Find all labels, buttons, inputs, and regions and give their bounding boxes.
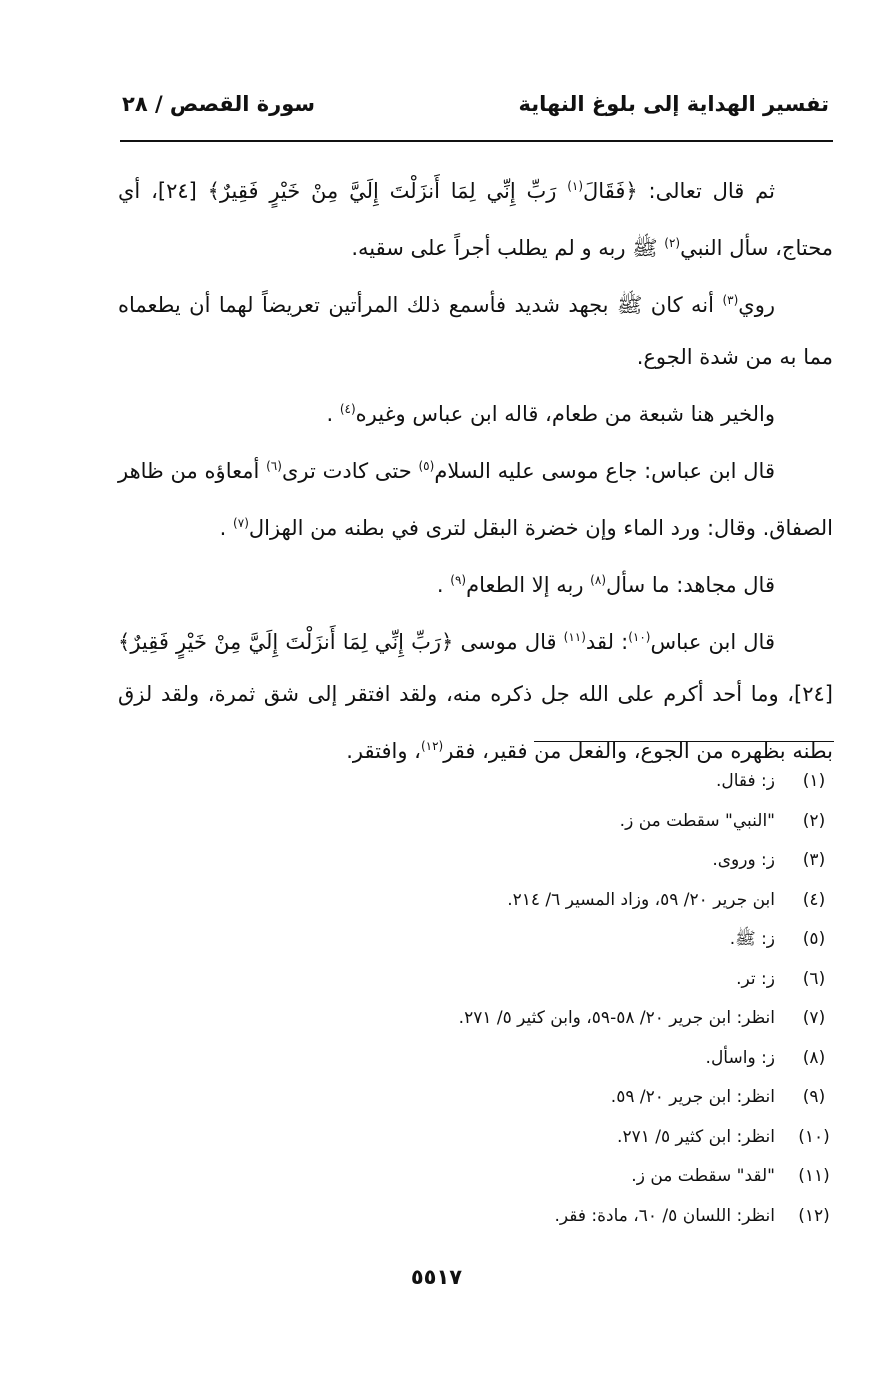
text-span: ثم قال تعالى: ﴿ xyxy=(625,179,775,203)
footnote-text: انظر: اللسان ٥/ ٦٠، مادة: فقر. xyxy=(554,1205,775,1226)
footnote-number: (٤) xyxy=(802,889,826,910)
footnote-item xyxy=(137,920,837,960)
footnote-ref-7[interactable]: (٧) xyxy=(233,516,249,530)
paragraph-6 xyxy=(118,611,833,777)
footnote-item xyxy=(137,881,837,921)
paragraph-5 xyxy=(118,554,833,611)
footnote-item xyxy=(137,1157,837,1197)
footnote-text: ز: تر. xyxy=(736,968,775,989)
footnote-number: (٣) xyxy=(802,850,826,870)
text-span: . xyxy=(436,573,444,597)
footnote-ref-10[interactable]: (١٠) xyxy=(628,630,651,644)
footnote-number: (١١) xyxy=(798,1166,830,1186)
footnote-number: (٦) xyxy=(802,968,826,989)
footnote-ref-5[interactable]: (٥) xyxy=(418,459,435,473)
text-span: : لقد xyxy=(585,630,629,654)
footnote-text: "النبي" سقطت من ز. xyxy=(619,810,775,831)
footnote-item xyxy=(137,1078,837,1118)
running-header-book-title: تفسير الهداية إلى بلوغ النهاية xyxy=(518,92,829,116)
text-span: ﴾ [٢٤]، وما أحد أكرم على الله جل ذكره منه، ولقد افتقر إلى شق ثمرة، ولقد لزق بطنه بظهره من الجوع، والفعل من فقير، فقر xyxy=(118,630,833,763)
footnote-text: "لقد" سقطت من ز. xyxy=(631,1166,775,1186)
quran-verse: رَبِّ إِنِّي لِمَا أَنزَلْتَ إِلَيَّ مِنْ خَيْرٍ فَقِيرٌ xyxy=(219,179,557,203)
footnote-ref-12[interactable]: (١٢) xyxy=(420,739,444,753)
footnote-ref-3[interactable]: (٣) xyxy=(722,293,739,307)
footnote-number: (٢) xyxy=(802,810,826,831)
text-span: قال ابن عباس: جاع موسى عليه السلام xyxy=(434,459,775,483)
footnote-number: (١٢) xyxy=(798,1205,830,1226)
footnote-ref-9[interactable]: (٩) xyxy=(450,573,467,587)
footnote-text: ز: وروى. xyxy=(712,850,775,870)
text-span: قال ابن عباس xyxy=(650,630,775,654)
footnote-text: ز: فقال. xyxy=(715,771,775,791)
quran-word: فَقَالَ xyxy=(583,179,626,203)
paragraph-4 xyxy=(118,440,833,554)
footnote-ref-11[interactable]: (١١) xyxy=(563,630,586,644)
text-span: قال مجاهد: ما سأل xyxy=(606,573,775,597)
footnote-number: (١) xyxy=(802,771,826,791)
text-span: ﴾ [٢٤]، أي محتاج، سأل النبي xyxy=(118,179,833,260)
footnote-ref-2[interactable]: (٢) xyxy=(664,236,681,250)
main-text xyxy=(118,160,833,777)
text-span: قال موسى ﴿ xyxy=(441,630,557,654)
footnote-item xyxy=(137,1039,837,1079)
footnotes-list xyxy=(137,762,837,1236)
paragraph-3 xyxy=(118,383,833,440)
footnote-text: ز: ﷺ. xyxy=(729,929,775,949)
text-span: روي xyxy=(738,293,775,317)
running-header-surah: سورة القصص / ٢٨ xyxy=(122,92,316,116)
text-span: والخير هنا شبعة من طعام، قاله ابن عباس وغيره xyxy=(355,402,775,426)
footnote-item xyxy=(137,841,837,881)
footnote-ref-1[interactable]: (١) xyxy=(567,179,584,193)
text-span: ﷺ ربه و لم يطلب أجراً على سقيه. xyxy=(351,236,658,260)
text-span: حتى كادت ترى xyxy=(281,459,412,483)
footnote-item xyxy=(137,1197,837,1237)
footnote-ref-4[interactable]: (٤) xyxy=(339,402,356,416)
footnote-text: ز: واسأل. xyxy=(705,1047,775,1068)
text-span: ربه إلا الطعام xyxy=(466,573,584,597)
quran-verse: رَبِّ إِنِّي لِمَا أَنزَلْتَ إِلَيَّ مِنْ خَيْرٍ فَقِيرٌ xyxy=(130,630,442,654)
text-span: أنه كان ﷺ بجهد شديد فأسمع ذلك المرأتين تعريضاً لهما أن يطعماه مما به من شدة الجوع. xyxy=(118,293,833,369)
footnote-item xyxy=(137,1118,837,1158)
footnote-number: (٧) xyxy=(802,1008,826,1028)
footnote-text: انظر: ابن كثير ٥/ ٢٧١. xyxy=(617,1126,775,1147)
footnote-number: (١٠) xyxy=(798,1126,830,1147)
text-span: . xyxy=(219,516,227,540)
footnote-number: (٩) xyxy=(802,1087,826,1107)
footnote-text: انظر: ابن جرير ٢٠/ ٥٩. xyxy=(610,1087,775,1107)
paragraph-1 xyxy=(118,160,833,274)
footnote-separator xyxy=(534,741,834,742)
footnote-item xyxy=(137,802,837,842)
footnote-number: (٨) xyxy=(802,1047,826,1068)
header-rule xyxy=(120,140,833,142)
footnote-item xyxy=(137,999,837,1039)
text-span: . xyxy=(326,402,334,426)
footnote-item xyxy=(137,960,837,1000)
paragraph-2 xyxy=(118,274,833,383)
footnote-item xyxy=(137,762,837,802)
page-number: ٥٥١٧ xyxy=(410,1265,463,1289)
footnote-ref-6[interactable]: (٦) xyxy=(266,459,282,473)
text-span: ، وافتقر. xyxy=(346,739,421,763)
text-span: أمعاؤه من ظاهر الصفاق. وقال: ورد الماء وإن خضرة البقل لترى في بطنه من الهزال xyxy=(118,459,833,540)
footnote-text: انظر: ابن جرير ٢٠/ ٥٨-٥٩، وابن كثير ٥/ ٢٧١. xyxy=(458,1008,775,1028)
footnote-text: ابن جرير ٢٠/ ٥٩، وزاد المسير ٦/ ٢١٤. xyxy=(507,889,775,910)
footnote-number: (٥) xyxy=(802,929,826,949)
footnote-ref-8[interactable]: (٨) xyxy=(590,573,606,587)
